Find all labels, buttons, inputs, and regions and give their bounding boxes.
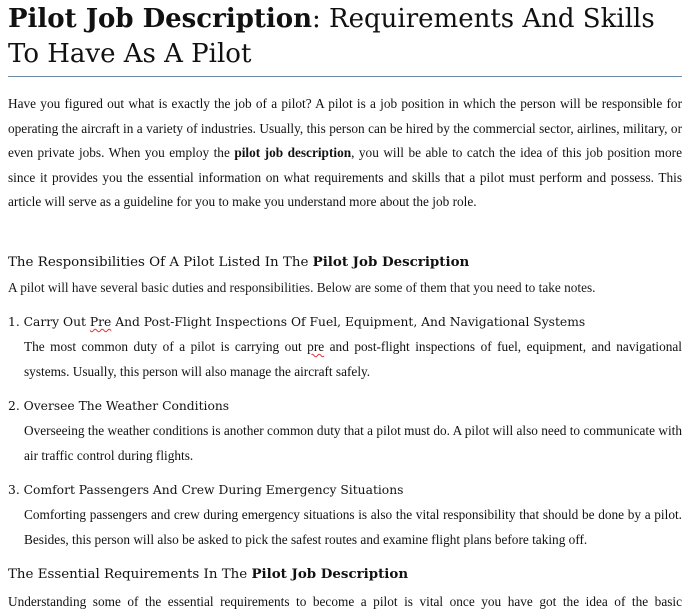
list-item-body: Comforting passengers and crew during emergency situations is also the vital responsibility that should be done by a pilot. Besides, this person will also be asked to pick the safest routes and examine flight plans before taking off. [24, 507, 682, 547]
item1-body-squig: pre [307, 339, 325, 354]
title-rest: : Requirements And Skills To Have As A Pilot [8, 4, 655, 69]
section-heading-responsibilities [8, 253, 469, 272]
intro-text-2: , you will be able to catch the idea of this job position more since it provides you the essential information on what requirements and skills that a pilot must perform and possess. This article will serve as a guideline for you to make you understand more about the job role. [8, 145, 682, 210]
page-title [8, 2, 684, 72]
title-bold: Pilot Job Description [8, 4, 313, 34]
heading-bold: Pilot Job Description [251, 566, 409, 582]
item1-body-prefix: The most common duty of a pilot is carrying out [24, 339, 308, 354]
item1-head-prefix: 1. Carry Out [8, 315, 90, 329]
list-item-heading: 3. Comfort Passengers And Crew During Emergency Situations [8, 483, 404, 497]
intro-paragraph [8, 92, 682, 215]
requirements-lead: Understanding some of the essential requirements to become a pilot is vital once you have got the idea of the basic [8, 594, 682, 609]
responsibilities-lead: A pilot will have several basic duties and responsibilities. Below are some of them that you need to take notes. [8, 280, 596, 295]
intro-keyword: pilot job description [234, 145, 352, 161]
list-item-body [24, 335, 682, 384]
list-item-heading [8, 313, 585, 331]
item1-head-suffix: And Post-Flight Inspections Of Fuel, Equipment, And Navigational Systems [111, 315, 586, 329]
item1-head-squig: Pre [89, 315, 112, 329]
section-heading-requirements [8, 565, 408, 584]
heading-plain: The Responsibilities Of A Pilot Listed In The [8, 255, 313, 270]
item1-body-suffix: and post-flight inspections of fuel, equipment, and navigational systems. Usually, this person will also manage the aircraft safely. [24, 339, 682, 379]
list-item-body: Overseeing the weather conditions is another common duty that a pilot must do. A pilot will also need to communicate with air traffic control during flights. [24, 423, 682, 463]
heading-bold: Pilot Job Description [312, 254, 470, 270]
heading-plain: The Essential Requirements In The [8, 567, 252, 582]
title-divider [8, 76, 682, 77]
list-item-heading: 2. Oversee The Weather Conditions [8, 399, 230, 413]
intro-text-1: Have you figured out what is exactly the job of a pilot? A pilot is a job position in which the person will be responsible for operating the aircraft in a variety of industries. Usually, this person can be hired by the commercial sector, airlines, military, or even private jobs. When you employ the [8, 96, 682, 161]
